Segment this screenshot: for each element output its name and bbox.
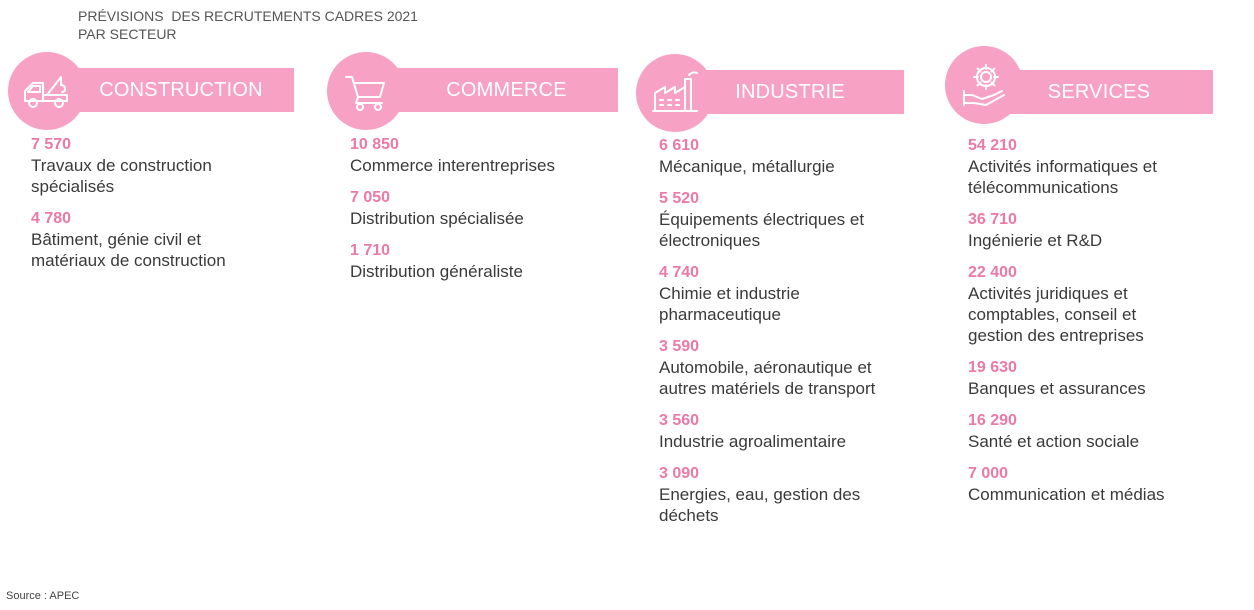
item-value: 36 710 bbox=[968, 211, 1017, 228]
item-value: 6 610 bbox=[659, 137, 700, 154]
list-item bbox=[659, 136, 919, 177]
list-item bbox=[659, 411, 919, 452]
list-item bbox=[350, 241, 630, 282]
item-value: 1 710 bbox=[350, 242, 391, 259]
list-item bbox=[659, 337, 919, 399]
item-value: 7 000 bbox=[968, 465, 1009, 482]
gear-hand-icon bbox=[945, 46, 1023, 124]
item-value: 3 090 bbox=[659, 465, 700, 482]
sector-items bbox=[350, 135, 630, 294]
item-label: Energies, eau, gestion des déchets bbox=[659, 485, 861, 525]
item-label: Banques et assurances bbox=[968, 379, 1146, 398]
item-value: 22 400 bbox=[968, 264, 1017, 281]
list-item bbox=[350, 135, 630, 176]
item-label: Automobile, aéronautique et autres matériels de transport bbox=[659, 358, 876, 398]
item-label: Distribution spécialisée bbox=[350, 209, 524, 228]
item-label: Santé et action sociale bbox=[968, 432, 1140, 451]
item-value: 54 210 bbox=[968, 137, 1017, 154]
item-label: Industrie agroalimentaire bbox=[659, 432, 847, 451]
tow-truck-icon bbox=[8, 52, 86, 130]
list-item bbox=[968, 464, 1238, 505]
sector-items bbox=[659, 136, 919, 538]
item-value: 10 850 bbox=[350, 136, 399, 153]
list-item bbox=[659, 464, 919, 526]
source-note: Source : APEC bbox=[6, 590, 80, 602]
factory-icon bbox=[636, 54, 714, 132]
item-value: 4 780 bbox=[31, 210, 72, 227]
list-item bbox=[31, 135, 301, 197]
item-value: 19 630 bbox=[968, 359, 1017, 376]
item-label: Activités informatiques et télécommunications bbox=[968, 157, 1157, 197]
sector-title: INDUSTRIE bbox=[735, 80, 845, 103]
item-label: Travaux de construction spécialisés bbox=[31, 156, 212, 196]
item-value: 3 590 bbox=[659, 338, 700, 355]
list-item bbox=[968, 136, 1238, 198]
item-label: Communication et médias bbox=[968, 485, 1165, 504]
list-item bbox=[968, 263, 1238, 346]
list-item bbox=[31, 209, 301, 271]
title-line-1: PRÉVISIONS DES RECRUTEMENTS CADRES 2021 bbox=[78, 8, 418, 24]
sector-items bbox=[31, 135, 301, 283]
list-item bbox=[659, 189, 919, 251]
item-value: 4 740 bbox=[659, 264, 700, 281]
item-label: Commerce interentreprises bbox=[350, 156, 556, 175]
item-label: Ingénierie et R&D bbox=[968, 231, 1103, 250]
list-item bbox=[968, 411, 1238, 452]
item-value: 3 560 bbox=[659, 412, 700, 429]
item-label: Bâtiment, génie civil et matériaux de construction bbox=[31, 230, 226, 270]
item-label: Chimie et industrie pharmaceutique bbox=[659, 284, 800, 324]
item-value: 7 050 bbox=[350, 189, 391, 206]
list-item bbox=[968, 358, 1238, 399]
sector-items bbox=[968, 136, 1238, 517]
title-line-2: PAR SECTEUR bbox=[78, 26, 177, 42]
shopping-cart-icon bbox=[327, 52, 405, 130]
item-value: 16 290 bbox=[968, 412, 1017, 429]
sector-title: CONSTRUCTION bbox=[99, 78, 263, 101]
sector-title: COMMERCE bbox=[446, 78, 567, 101]
item-label: Distribution généraliste bbox=[350, 262, 523, 281]
item-label: Mécanique, métallurgie bbox=[659, 157, 835, 176]
item-value: 7 570 bbox=[31, 136, 72, 153]
item-label: Équipements électriques et électroniques bbox=[659, 210, 865, 250]
sector-title: SERVICES bbox=[1047, 80, 1151, 103]
page-title bbox=[78, 7, 418, 43]
item-label: Activités juridiques et comptables, conseil et gestion des entreprises bbox=[968, 284, 1144, 345]
list-item bbox=[350, 188, 630, 229]
item-value: 5 520 bbox=[659, 190, 700, 207]
list-item bbox=[968, 210, 1238, 251]
list-item bbox=[659, 263, 919, 325]
